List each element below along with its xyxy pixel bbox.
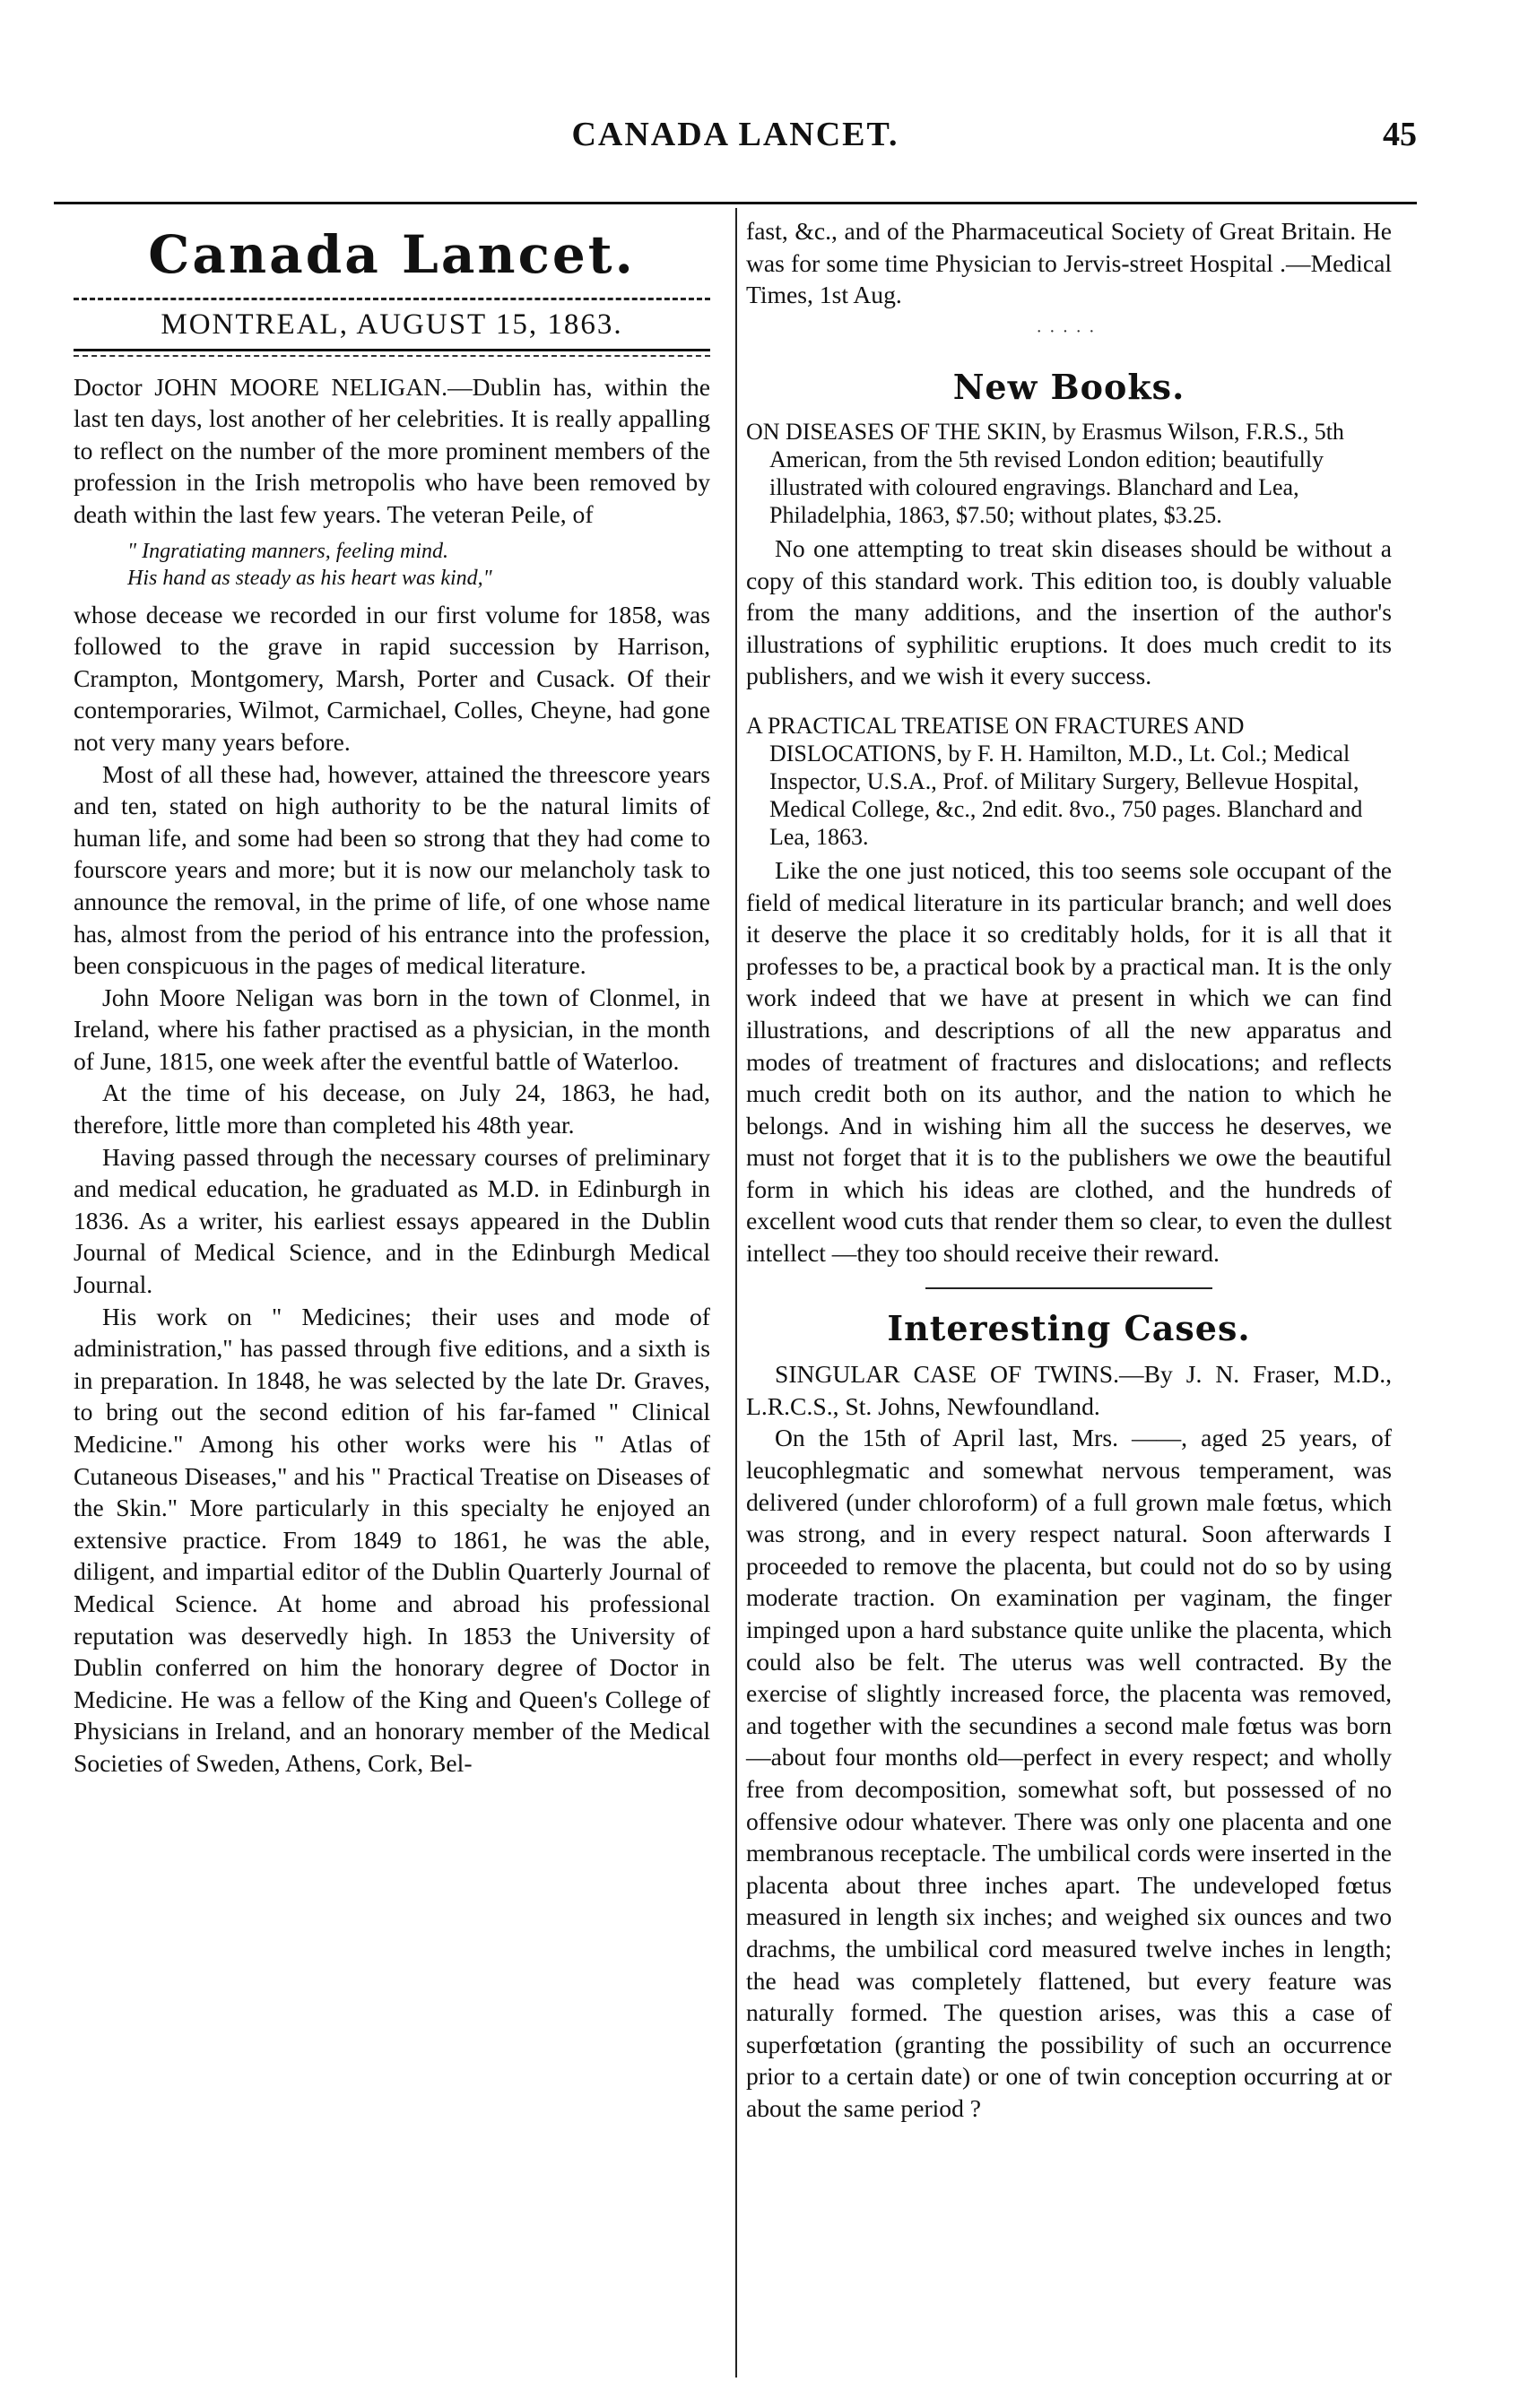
header-rule — [54, 202, 1417, 204]
obituary-paragraph: At the time of his decease, on July 24, 1863, he had, therefore, little more than completed his 48th year. — [74, 1078, 710, 1139]
dateline: MONTREAL, AUGUST 15, 1863. — [161, 308, 623, 341]
masthead-rule — [74, 298, 710, 300]
obituary-paragraph: whose decease we recorded in our first volume for 1858, was followed to the grave in rapid succession by Harrison, Crampton, Montgomery, Marsh, Porter and Cusack. Of their contemporaries, Wilmot, Carmichael, Colles, Cheyne, had gone not very many years before. — [74, 600, 710, 756]
obituary-continuation: fast, &c., and of the Pharmaceutical Society of Great Britain. He was for some time Physician to Jervis-street Hospital .—Medical Times, 1st Aug. — [746, 217, 1392, 309]
obituary-paragraph: John Moore Neligan was born in the town of Clonmel, in Ireland, where his father practised as a physician, in the month of June, 1815, one week after the eventful battle of Waterloo. — [74, 983, 710, 1075]
obituary-paragraph: Most of all these had, however, attained the threescore years and ten, stated on high authority to be the natural limits of human life, and some had been so strong that they had come to fourscore years and more; but it is now our melancholy task to announce the removal, in the prime of life, of one whose name has, almost from the period of his entrance into the profession, been conspicuous in the pages of medical literature. — [74, 759, 710, 980]
obituary-paragraph: His work on " Medicines; their uses and mode of administration," has passed through five editions, and a sixth is in preparation. In 1848, he was selected by the late Dr. Graves, to bring out the second edition of his far-famed " Clinical Medicine." Among his other works were his " Atlas of Cutaneous Diseases," and his " Practical Treatise on Diseases of the Skin." More particularly in this specialty he enjoyed an extensive practice. From 1849 to 1861, he was the able, diligent, and impartial editor of the Dublin Quarterly Journal of Medical Science. At home and abroad his professional reputation was deservedly high. In 1853 the University of Dublin conferred on him the honorary degree of Doctor in Medicine. He was a fellow of the King and Queen's College of Physicians in Ireland, and an honorary member of the Medical Societies of Sweden, Athens, Cork, Bel- — [74, 1302, 710, 1777]
section-heading-new-books: New Books. — [952, 367, 1185, 408]
spacer — [746, 692, 1392, 712]
section-heading-cases: Interesting Cases. — [887, 1307, 1251, 1348]
obituary-paragraph: Having passed through the necessary courses of preliminary and medical education, he graduated as M.D. in Edinburgh in 1836. As a writer, his earliest essays appeared in the Dublin Journal of Medical Science, and in the Edinburgh Medical Journal. — [74, 1142, 710, 1299]
running-head — [54, 115, 1417, 178]
left-column — [74, 215, 710, 1780]
section-rule — [925, 1287, 1212, 1289]
poem-line: " Ingratiating manners, feeling mind. — [127, 539, 449, 563]
book-review: No one attempting to treat skin diseases should be without a copy of this standard work. This edition too, is doubly valuable from the many additions, and the insertion of the author's illustrations of syphilitic eruptions. It does much credit to its publishers, and we wish it every success. — [746, 533, 1392, 690]
separator-dots: ····· — [1036, 321, 1102, 342]
poem-quote — [127, 538, 710, 592]
dateline-rule — [74, 349, 710, 357]
obituary-paragraph: Doctor JOHN MOORE NELIGAN.—Dublin has, within the last ten days, lost another of her celebrities. It is really appalling to reflect on the number of the more prominent members of the profession in the Irish metropolis who have been removed by death within the last few years. The veteran Peile, of — [74, 372, 710, 528]
case-body: On the 15th of April last, Mrs. ——, aged 25 years, of leucophlegmatic and somewhat nervous temperament, was delivered (under chloroform) of a full grown male fœtus, which was strong, and in every respect natural. Soon afterwards I proceeded to remove the placenta, but could not do so by using moderate traction. On examination per vaginam, the finger impinged upon a hard substance quite unlike the placenta, which could also be felt. The uterus was well contracted. By the exercise of slightly increased force, the placenta was removed, and together with the secundines a second male fœtus was born—about four months old—perfect in every respect; and wholly free from decomposition, somewhat soft, but possessed of no offensive odour whatever. There was only one placenta and one membranous receptacle. The umbilical cords were inserted in the placenta about three inches apart. The undeveloped fœtus measured in length six inches; and weighed six ounces and two drachms, the umbilical cord measured twelve inches in length; the head was completely flattened, but every feature was naturally formed. The question arises, was this a case of superfœtation (granting the possibility of such an occurrence prior to a certain date) or one of twin conception occurring at or about the same period ? — [746, 1424, 1392, 2122]
book-entry: ON DISEASES OF THE SKIN, by Erasmus Wilson, F.R.S., 5th American, from the 5th revised London edition; beautifully illustrated with coloured engravings. Blanchard and Lea, Philadelphia, 1863, $7.50; without plates, $3.25. — [746, 418, 1344, 528]
case-title: SINGULAR CASE OF TWINS.—By J. N. Fraser, M.D., L.R.C.S., St. Johns, Newfoundland. — [746, 1360, 1392, 1420]
running-title: CANADA LANCET. — [571, 116, 899, 153]
masthead: Canada Lancet. — [148, 224, 636, 285]
book-entry: A PRACTICAL TREATISE ON FRACTURES AND DISLOCATIONS, by F. H. Hamilton, M.D., Lt. Col.; Medical Inspector, U.S.A., Prof. of Military Surgery, Bellevue Hospital, Medical College, &c., 2nd edit. 8vo., 750 pages. Blanchard and Lea, 1863. — [746, 712, 1363, 850]
right-column — [746, 215, 1392, 2125]
page-number: 45 — [1383, 116, 1417, 153]
book-review: Like the one just noticed, this too seems sole occupant of the field of medical literature in its particular branch; and well does it deserve the place it so creditably holds, for it is all that it professes to be, a practical book by a practical man. It is the only work indeed that we have at present in which we can find illustrations, and descriptions of all the new apparatus and modes of treatment of fractures and dislocations; and reflects much credit both on its author, and the nation to which he belongs. And in wishing him all the success he deserves, we must not forget that it is to the publishers we owe the beautiful form in which his ideas are clothed, and the hundreds of excellent wood cuts that render them so clear, to even the dullest intellect —they too should receive their reward. — [746, 855, 1392, 1268]
poem-line: His hand as steady as his heart was kind," — [127, 566, 492, 590]
column-divider — [735, 208, 737, 2378]
